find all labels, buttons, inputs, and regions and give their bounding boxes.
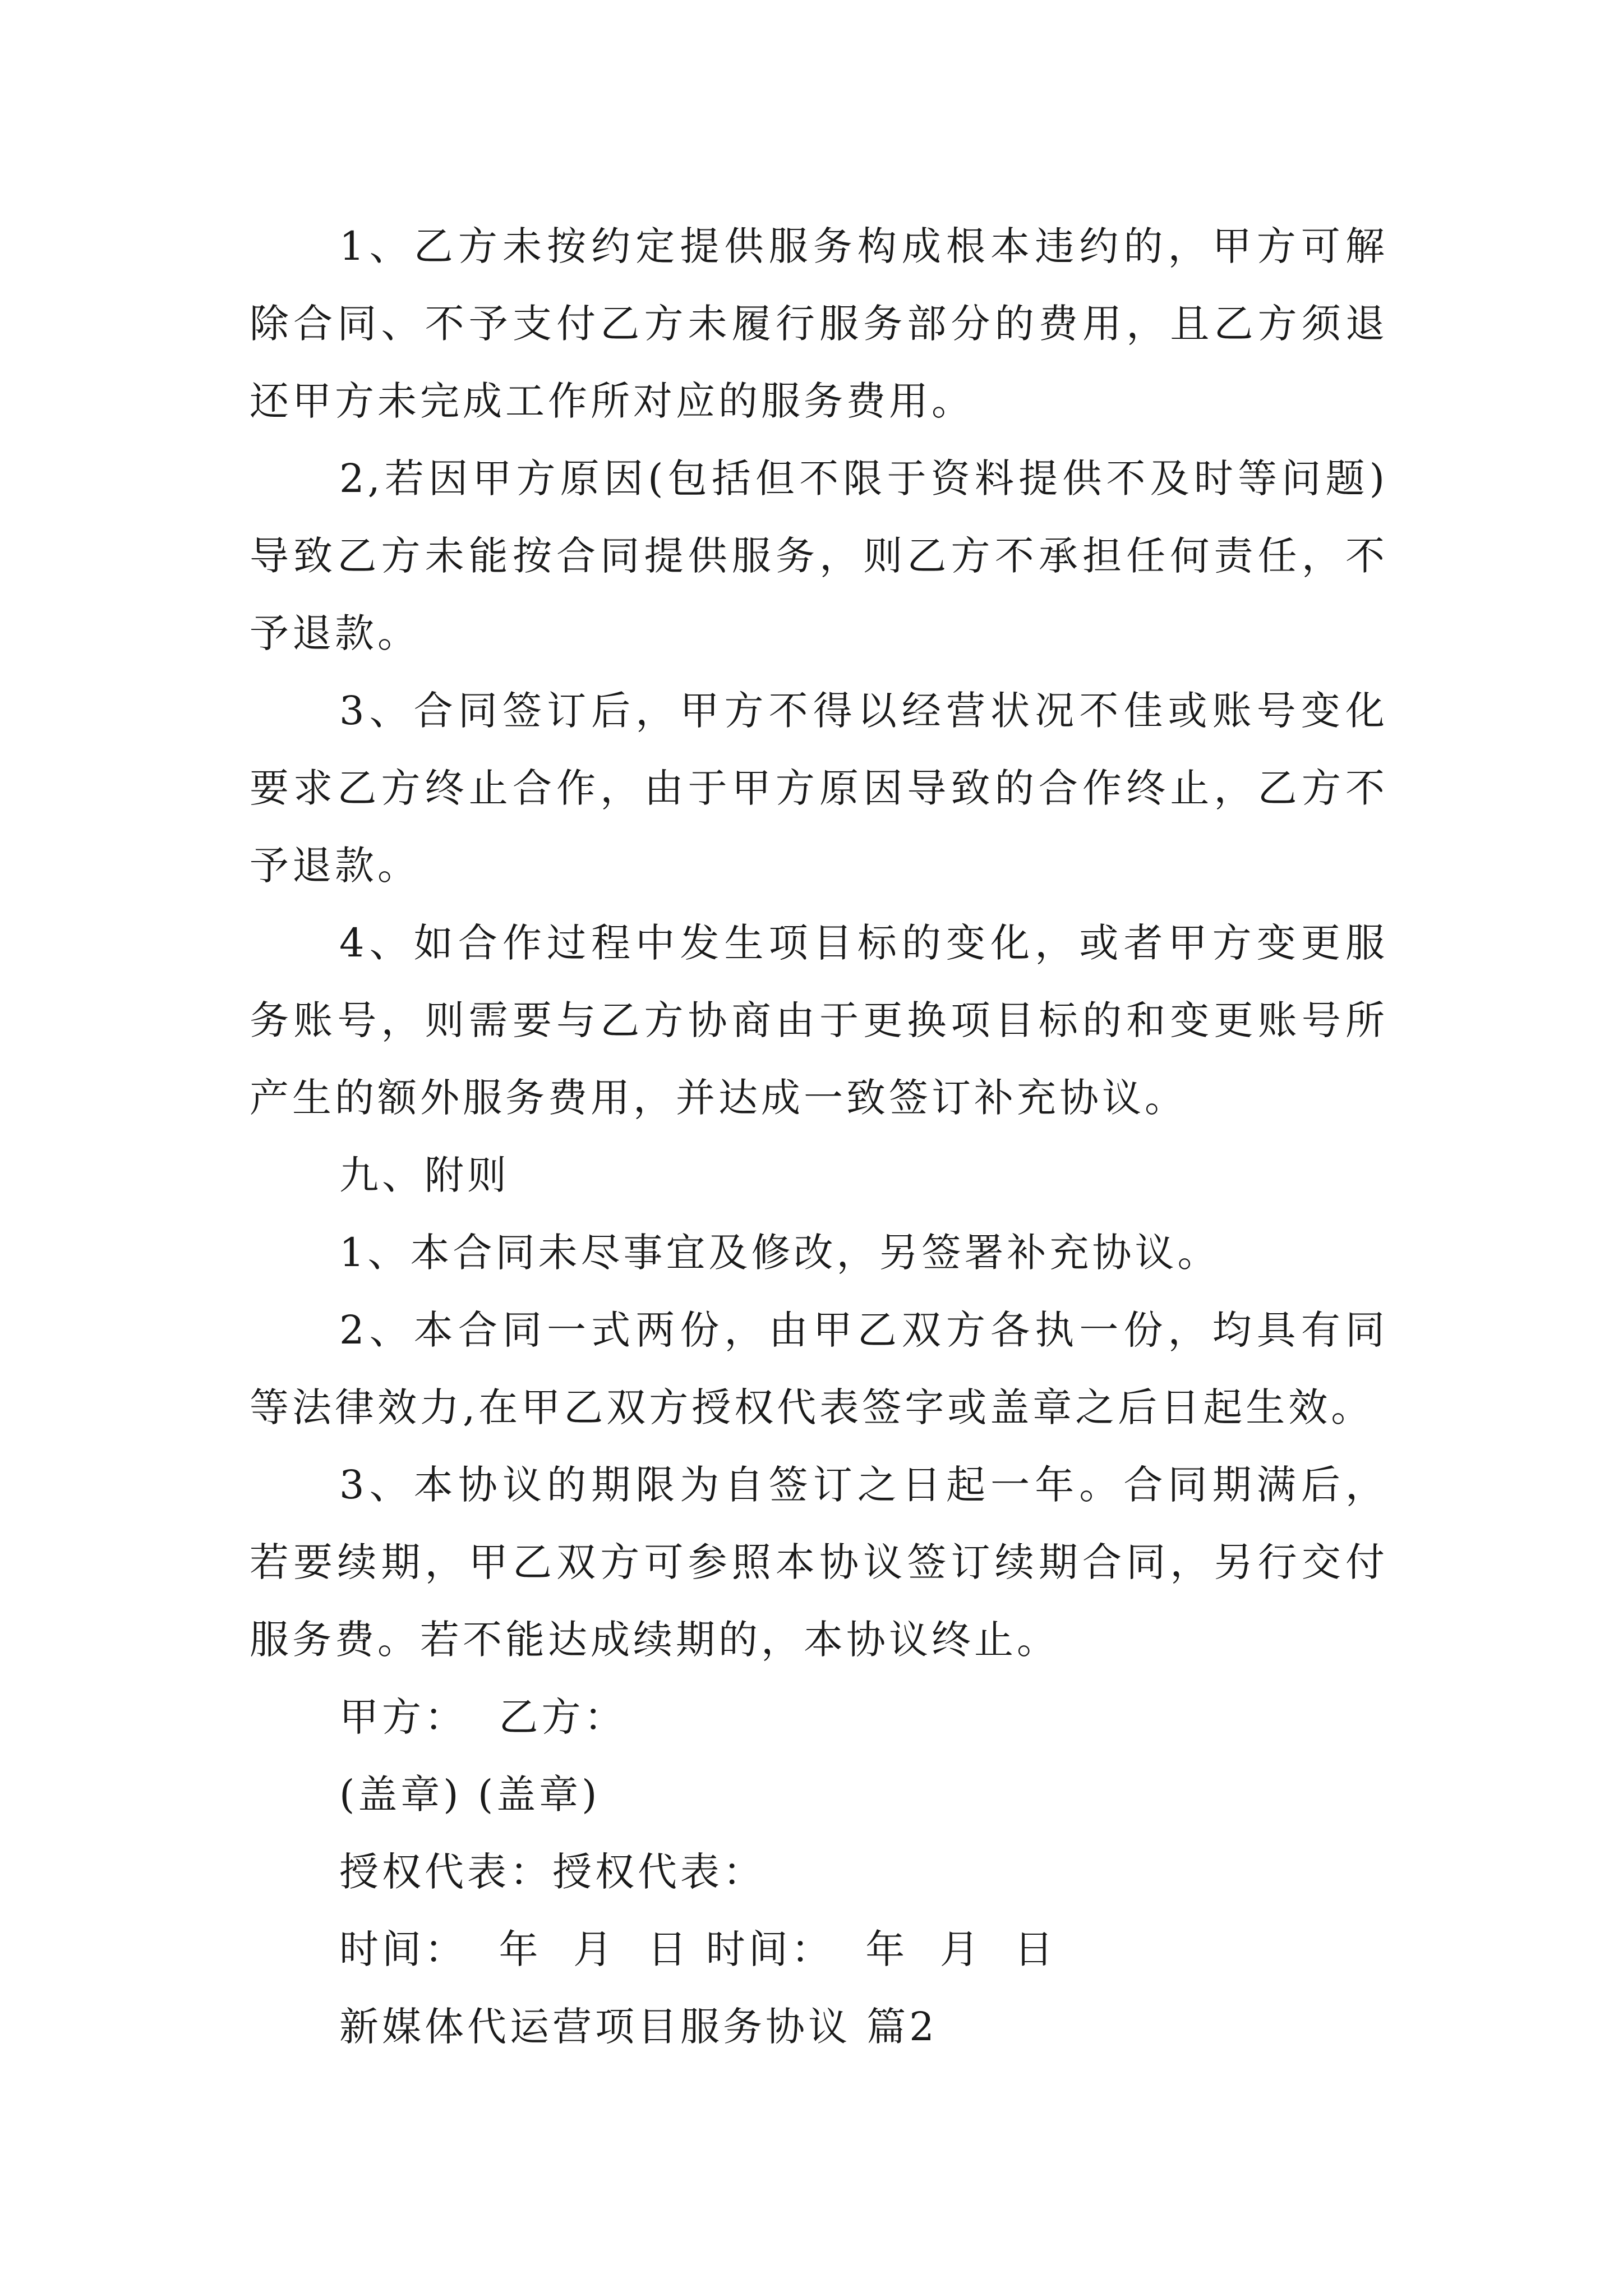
signature-representative-line: 授权代表：授权代表： <box>339 1849 766 1895</box>
clause-paragraph: 1、本合同未尽事宜及修改，另签署补充协议。 <box>339 1230 1220 1276</box>
signature-parties-line: 甲方： 乙方： <box>339 1694 627 1740</box>
clause-paragraph: 2、本合同一式两份，由甲乙双方各执一份，均具有同等法律效力,在甲乙双方授权代表签字或盖章之后日起生效。 <box>250 1307 1388 1430</box>
clause-paragraph: 3、合同签订后，甲方不得以经营状况不佳或账号变化要求乙方终止合作，由于甲方原因导致的合作终止，乙方不予退款。 <box>250 688 1388 889</box>
document-body <box>250 208 1388 2065</box>
next-section-title: 新媒体代运营项目服务协议 篇2 <box>339 2004 938 2050</box>
clause-paragraph: 2,若因甲方原因(包括但不限于资料提供不及时等问题)导致乙方未能按合同提供服务，则乙方不承担任何责任，不予退款。 <box>250 455 1388 656</box>
signature-date-line: 时间： 年 月 日 时间： 年 月 日 <box>339 1926 1057 1972</box>
signature-seal-line: (盖章) (盖章) <box>339 1772 601 1818</box>
clause-paragraph: 3、本协议的期限为自签订之日起一年。合同期满后，若要续期，甲乙双方可参照本协议签订续期合同，另行交付服务费。若不能达成续期的，本协议终止。 <box>250 1462 1388 1663</box>
clause-paragraph: 1、乙方未按约定提供服务构成根本违约的，甲方可解除合同、不予支付乙方未履行服务部分的费用，且乙方须退还甲方未完成工作所对应的服务费用。 <box>250 223 1388 424</box>
section-heading: 九、附则 <box>339 1152 510 1198</box>
clause-paragraph: 4、如合作过程中发生项目标的变化，或者甲方变更服务账号，则需要与乙方协商由于更换项目标的和变更账号所产生的额外服务费用，并达成一致签订补充协议。 <box>250 920 1388 1121</box>
